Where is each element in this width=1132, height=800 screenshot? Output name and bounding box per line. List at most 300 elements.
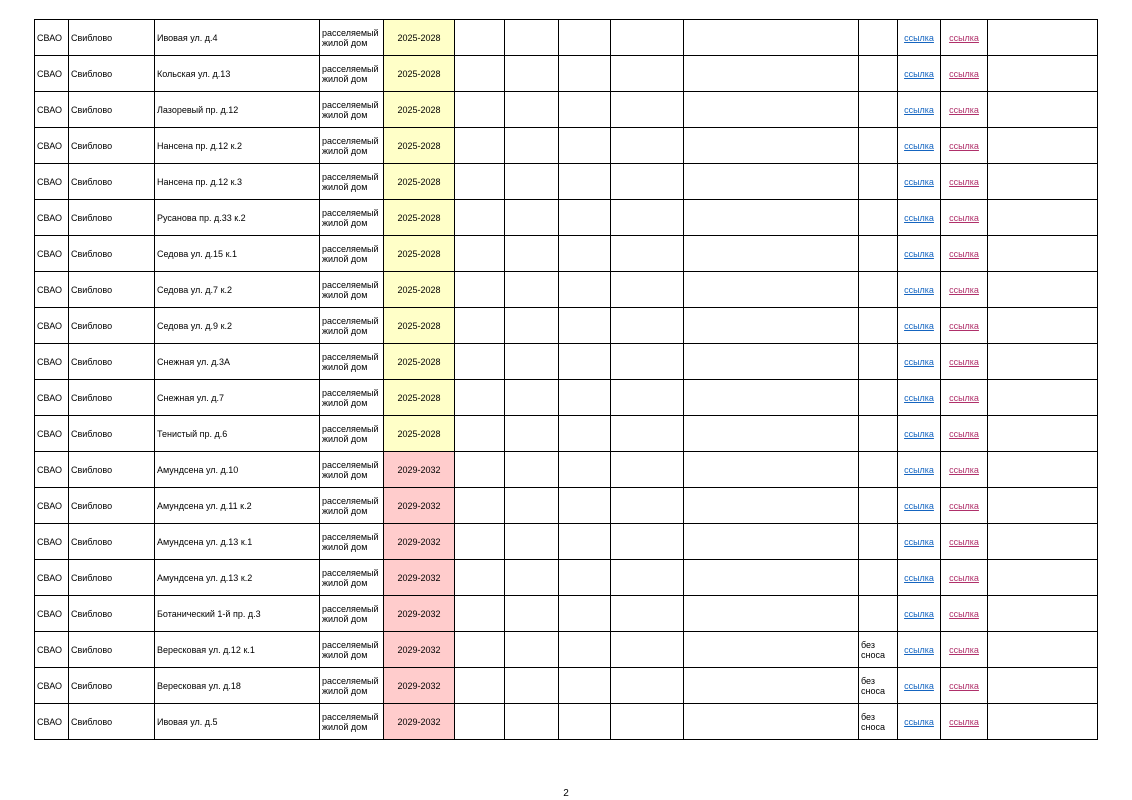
district-cell: Свиблово: [69, 704, 155, 740]
district-cell: Свиблово: [69, 128, 155, 164]
empty-cell: [505, 128, 559, 164]
period-cell: 2025-2028: [384, 128, 455, 164]
empty-cell: [505, 200, 559, 236]
empty-cell: [988, 488, 1098, 524]
address-cell: Амундсена ул. д.11 к.2: [155, 488, 320, 524]
period-cell: 2029-2032: [384, 596, 455, 632]
link2-cell: [941, 344, 988, 380]
note-cell: [859, 452, 898, 488]
empty-cell: [988, 164, 1098, 200]
empty-cell: [611, 164, 684, 200]
link2-cell: [941, 596, 988, 632]
ao-cell: СВАО: [35, 524, 69, 560]
table-row: [35, 236, 1098, 272]
empty-cell: [611, 92, 684, 128]
status-cell: расселяемый жилой дом: [320, 200, 384, 236]
empty-cell: [988, 56, 1098, 92]
empty-cell: [559, 560, 611, 596]
table-row: [35, 272, 1098, 308]
empty-cell: [505, 668, 559, 704]
empty-cell: [455, 632, 505, 668]
address-cell: Русанова пр. д.33 к.2: [155, 200, 320, 236]
link-1[interactable]: ссылка: [904, 68, 934, 79]
empty-cell: [684, 704, 859, 740]
status-cell: расселяемый жилой дом: [320, 344, 384, 380]
link-1[interactable]: ссылка: [904, 572, 934, 583]
empty-cell: [559, 416, 611, 452]
link2-cell: [941, 704, 988, 740]
link2-cell: [941, 164, 988, 200]
district-cell: Свиблово: [69, 20, 155, 56]
note-cell: без сноса: [859, 632, 898, 668]
empty-cell: [611, 452, 684, 488]
empty-cell: [684, 56, 859, 92]
table-row: [35, 596, 1098, 632]
district-cell: Свиблово: [69, 56, 155, 92]
empty-cell: [684, 416, 859, 452]
empty-cell: [505, 308, 559, 344]
table-row: [35, 704, 1098, 740]
empty-cell: [988, 200, 1098, 236]
link1-cell: [898, 596, 941, 632]
empty-cell: [559, 344, 611, 380]
empty-cell: [505, 272, 559, 308]
empty-cell: [559, 56, 611, 92]
district-cell: Свиблово: [69, 308, 155, 344]
table-row: [35, 344, 1098, 380]
link-1[interactable]: ссылка: [904, 284, 934, 295]
status-cell: расселяемый жилой дом: [320, 236, 384, 272]
link-1[interactable]: ссылка: [904, 104, 934, 115]
link-2[interactable]: ссылка: [949, 536, 979, 547]
note-cell: [859, 524, 898, 560]
link-1[interactable]: ссылка: [904, 716, 934, 727]
empty-cell: [611, 668, 684, 704]
empty-cell: [559, 92, 611, 128]
link2-cell: [941, 668, 988, 704]
link1-cell: [898, 452, 941, 488]
empty-cell: [611, 56, 684, 92]
link2-cell: [941, 92, 988, 128]
status-cell: расселяемый жилой дом: [320, 164, 384, 200]
period-cell: 2029-2032: [384, 704, 455, 740]
status-cell: расселяемый жилой дом: [320, 524, 384, 560]
link2-cell: [941, 380, 988, 416]
empty-cell: [455, 164, 505, 200]
empty-cell: [988, 344, 1098, 380]
empty-cell: [559, 164, 611, 200]
table-row: [35, 380, 1098, 416]
link-1[interactable]: ссылка: [904, 680, 934, 691]
link1-cell: [898, 128, 941, 164]
empty-cell: [559, 200, 611, 236]
empty-cell: [684, 308, 859, 344]
address-cell: Амундсена ул. д.13 к.2: [155, 560, 320, 596]
empty-cell: [505, 236, 559, 272]
address-cell: Вересковая ул. д.12 к.1: [155, 632, 320, 668]
link-2[interactable]: ссылка: [949, 716, 979, 727]
district-cell: Свиблово: [69, 488, 155, 524]
empty-cell: [559, 596, 611, 632]
empty-cell: [684, 164, 859, 200]
table-row: [35, 632, 1098, 668]
link1-cell: [898, 704, 941, 740]
empty-cell: [455, 452, 505, 488]
ao-cell: СВАО: [35, 380, 69, 416]
address-cell: Седова ул. д.9 к.2: [155, 308, 320, 344]
link-1[interactable]: ссылка: [904, 212, 934, 223]
status-cell: расселяемый жилой дом: [320, 416, 384, 452]
empty-cell: [611, 236, 684, 272]
empty-cell: [559, 236, 611, 272]
empty-cell: [505, 164, 559, 200]
link-1[interactable]: ссылка: [904, 464, 934, 475]
empty-cell: [505, 380, 559, 416]
empty-cell: [559, 272, 611, 308]
status-cell: расселяемый жилой дом: [320, 596, 384, 632]
link1-cell: [898, 20, 941, 56]
empty-cell: [505, 56, 559, 92]
empty-cell: [455, 596, 505, 632]
link-2[interactable]: ссылка: [949, 104, 979, 115]
link1-cell: [898, 488, 941, 524]
link-1[interactable]: ссылка: [904, 32, 934, 43]
address-cell: Снежная ул. д.7: [155, 380, 320, 416]
empty-cell: [455, 668, 505, 704]
link2-cell: [941, 488, 988, 524]
empty-cell: [988, 92, 1098, 128]
empty-cell: [455, 308, 505, 344]
ao-cell: СВАО: [35, 560, 69, 596]
empty-cell: [455, 272, 505, 308]
empty-cell: [505, 596, 559, 632]
link-1[interactable]: ссылка: [904, 536, 934, 547]
note-cell: [859, 344, 898, 380]
note-cell: [859, 560, 898, 596]
address-cell: Ивовая ул. д.4: [155, 20, 320, 56]
district-cell: Свиблово: [69, 452, 155, 488]
table-row: [35, 668, 1098, 704]
link2-cell: [941, 524, 988, 560]
status-cell: расселяемый жилой дом: [320, 704, 384, 740]
empty-cell: [988, 668, 1098, 704]
empty-cell: [505, 524, 559, 560]
note-cell: [859, 92, 898, 128]
period-cell: 2025-2028: [384, 272, 455, 308]
empty-cell: [559, 308, 611, 344]
status-cell: расселяемый жилой дом: [320, 488, 384, 524]
link1-cell: [898, 56, 941, 92]
empty-cell: [611, 308, 684, 344]
empty-cell: [684, 560, 859, 596]
link-1[interactable]: ссылка: [904, 248, 934, 259]
table-row: [35, 452, 1098, 488]
link-2[interactable]: ссылка: [949, 176, 979, 187]
link2-cell: [941, 56, 988, 92]
empty-cell: [455, 20, 505, 56]
empty-cell: [455, 344, 505, 380]
empty-cell: [684, 524, 859, 560]
link1-cell: [898, 344, 941, 380]
empty-cell: [988, 704, 1098, 740]
link-2[interactable]: ссылка: [949, 284, 979, 295]
link2-cell: [941, 452, 988, 488]
link-2[interactable]: ссылка: [949, 212, 979, 223]
link1-cell: [898, 236, 941, 272]
empty-cell: [611, 560, 684, 596]
address-cell: Кольская ул. д.13: [155, 56, 320, 92]
period-cell: 2025-2028: [384, 344, 455, 380]
empty-cell: [611, 380, 684, 416]
link-2[interactable]: ссылка: [949, 140, 979, 151]
ao-cell: СВАО: [35, 632, 69, 668]
empty-cell: [455, 524, 505, 560]
address-cell: Вересковая ул. д.18: [155, 668, 320, 704]
link-2[interactable]: ссылка: [949, 356, 979, 367]
empty-cell: [559, 704, 611, 740]
empty-cell: [611, 272, 684, 308]
status-cell: расселяемый жилой дом: [320, 452, 384, 488]
link-2[interactable]: ссылка: [949, 32, 979, 43]
note-cell: [859, 56, 898, 92]
empty-cell: [988, 416, 1098, 452]
empty-cell: [988, 272, 1098, 308]
link1-cell: [898, 668, 941, 704]
empty-cell: [505, 704, 559, 740]
period-cell: 2029-2032: [384, 452, 455, 488]
link1-cell: [898, 200, 941, 236]
empty-cell: [455, 200, 505, 236]
empty-cell: [455, 128, 505, 164]
link-1[interactable]: ссылка: [904, 140, 934, 151]
empty-cell: [684, 272, 859, 308]
empty-cell: [505, 560, 559, 596]
empty-cell: [505, 20, 559, 56]
table-row: [35, 488, 1098, 524]
address-cell: Амундсена ул. д.10: [155, 452, 320, 488]
district-cell: Свиблово: [69, 200, 155, 236]
link1-cell: [898, 416, 941, 452]
ao-cell: СВАО: [35, 668, 69, 704]
table-row: [35, 56, 1098, 92]
empty-cell: [684, 488, 859, 524]
empty-cell: [684, 452, 859, 488]
link-2[interactable]: ссылка: [949, 248, 979, 259]
housing-table: [34, 19, 1098, 740]
ao-cell: СВАО: [35, 20, 69, 56]
period-cell: 2025-2028: [384, 236, 455, 272]
note-cell: [859, 272, 898, 308]
address-cell: Седова ул. д.7 к.2: [155, 272, 320, 308]
empty-cell: [988, 560, 1098, 596]
ao-cell: СВАО: [35, 488, 69, 524]
note-cell: [859, 596, 898, 632]
table-row: [35, 560, 1098, 596]
district-cell: Свиблово: [69, 632, 155, 668]
link2-cell: [941, 128, 988, 164]
empty-cell: [505, 488, 559, 524]
page-number: 2: [563, 788, 569, 799]
address-cell: Седова ул. д.15 к.1: [155, 236, 320, 272]
status-cell: расселяемый жилой дом: [320, 272, 384, 308]
ao-cell: СВАО: [35, 308, 69, 344]
link-1[interactable]: ссылка: [904, 392, 934, 403]
link2-cell: [941, 200, 988, 236]
empty-cell: [505, 416, 559, 452]
link-1[interactable]: ссылка: [904, 356, 934, 367]
link1-cell: [898, 632, 941, 668]
empty-cell: [988, 236, 1098, 272]
status-cell: расселяемый жилой дом: [320, 560, 384, 596]
status-cell: расселяемый жилой дом: [320, 56, 384, 92]
link-1[interactable]: ссылка: [904, 608, 934, 619]
link-2[interactable]: ссылка: [949, 320, 979, 331]
link-1[interactable]: ссылка: [904, 644, 934, 655]
empty-cell: [611, 128, 684, 164]
district-cell: Свиблово: [69, 416, 155, 452]
link1-cell: [898, 308, 941, 344]
empty-cell: [455, 416, 505, 452]
ao-cell: СВАО: [35, 416, 69, 452]
period-cell: 2025-2028: [384, 380, 455, 416]
empty-cell: [684, 596, 859, 632]
period-cell: 2029-2032: [384, 632, 455, 668]
empty-cell: [455, 704, 505, 740]
empty-cell: [988, 632, 1098, 668]
period-cell: 2025-2028: [384, 92, 455, 128]
link-2[interactable]: ссылка: [949, 68, 979, 79]
link1-cell: [898, 560, 941, 596]
note-cell: без сноса: [859, 704, 898, 740]
empty-cell: [611, 524, 684, 560]
link-2[interactable]: ссылка: [949, 572, 979, 583]
empty-cell: [684, 632, 859, 668]
ao-cell: СВАО: [35, 200, 69, 236]
ao-cell: СВАО: [35, 452, 69, 488]
address-cell: Тенистый пр. д.6: [155, 416, 320, 452]
address-cell: Нансена пр. д.12 к.2: [155, 128, 320, 164]
table-row: [35, 20, 1098, 56]
period-cell: 2025-2028: [384, 164, 455, 200]
link-1[interactable]: ссылка: [904, 320, 934, 331]
link1-cell: [898, 92, 941, 128]
link2-cell: [941, 236, 988, 272]
note-cell: [859, 200, 898, 236]
empty-cell: [559, 632, 611, 668]
empty-cell: [684, 92, 859, 128]
table-row: [35, 164, 1098, 200]
ao-cell: СВАО: [35, 92, 69, 128]
ao-cell: СВАО: [35, 164, 69, 200]
empty-cell: [455, 236, 505, 272]
link-2[interactable]: ссылка: [949, 392, 979, 403]
period-cell: 2025-2028: [384, 56, 455, 92]
empty-cell: [559, 524, 611, 560]
ao-cell: СВАО: [35, 128, 69, 164]
ao-cell: СВАО: [35, 704, 69, 740]
empty-cell: [988, 452, 1098, 488]
table-row: [35, 92, 1098, 128]
empty-cell: [988, 380, 1098, 416]
ao-cell: СВАО: [35, 344, 69, 380]
empty-cell: [505, 92, 559, 128]
empty-cell: [988, 20, 1098, 56]
status-cell: расселяемый жилой дом: [320, 92, 384, 128]
district-cell: Свиблово: [69, 164, 155, 200]
period-cell: 2025-2028: [384, 200, 455, 236]
period-cell: 2029-2032: [384, 488, 455, 524]
empty-cell: [611, 632, 684, 668]
note-cell: [859, 236, 898, 272]
address-cell: Снежная ул. д.3А: [155, 344, 320, 380]
status-cell: расселяемый жилой дом: [320, 20, 384, 56]
link-1[interactable]: ссылка: [904, 428, 934, 439]
note-cell: [859, 488, 898, 524]
empty-cell: [455, 380, 505, 416]
district-cell: Свиблово: [69, 596, 155, 632]
link2-cell: [941, 20, 988, 56]
empty-cell: [684, 380, 859, 416]
table-row: [35, 200, 1098, 236]
empty-cell: [684, 344, 859, 380]
link-2[interactable]: ссылка: [949, 644, 979, 655]
link-2[interactable]: ссылка: [949, 608, 979, 619]
empty-cell: [684, 20, 859, 56]
link-1[interactable]: ссылка: [904, 500, 934, 511]
period-cell: 2029-2032: [384, 668, 455, 704]
ao-cell: СВАО: [35, 272, 69, 308]
empty-cell: [611, 344, 684, 380]
link2-cell: [941, 632, 988, 668]
link1-cell: [898, 380, 941, 416]
district-cell: Свиблово: [69, 380, 155, 416]
note-cell: [859, 308, 898, 344]
empty-cell: [559, 668, 611, 704]
link2-cell: [941, 308, 988, 344]
link-2[interactable]: ссылка: [949, 680, 979, 691]
empty-cell: [611, 200, 684, 236]
district-cell: Свиблово: [69, 560, 155, 596]
link2-cell: [941, 560, 988, 596]
empty-cell: [611, 596, 684, 632]
district-cell: Свиблово: [69, 92, 155, 128]
link-1[interactable]: ссылка: [904, 176, 934, 187]
link-2[interactable]: ссылка: [949, 500, 979, 511]
period-cell: 2025-2028: [384, 20, 455, 56]
link-2[interactable]: ссылка: [949, 428, 979, 439]
empty-cell: [559, 128, 611, 164]
empty-cell: [559, 452, 611, 488]
note-cell: без сноса: [859, 668, 898, 704]
address-cell: Ивовая ул. д.5: [155, 704, 320, 740]
district-cell: Свиблово: [69, 668, 155, 704]
empty-cell: [455, 56, 505, 92]
link-2[interactable]: ссылка: [949, 464, 979, 475]
empty-cell: [559, 380, 611, 416]
period-cell: 2025-2028: [384, 416, 455, 452]
status-cell: расселяемый жилой дом: [320, 632, 384, 668]
table-row: [35, 128, 1098, 164]
empty-cell: [988, 308, 1098, 344]
period-cell: 2029-2032: [384, 560, 455, 596]
link1-cell: [898, 524, 941, 560]
empty-cell: [559, 20, 611, 56]
period-cell: 2025-2028: [384, 308, 455, 344]
district-cell: Свиблово: [69, 272, 155, 308]
status-cell: расселяемый жилой дом: [320, 380, 384, 416]
district-cell: Свиблово: [69, 524, 155, 560]
empty-cell: [559, 488, 611, 524]
